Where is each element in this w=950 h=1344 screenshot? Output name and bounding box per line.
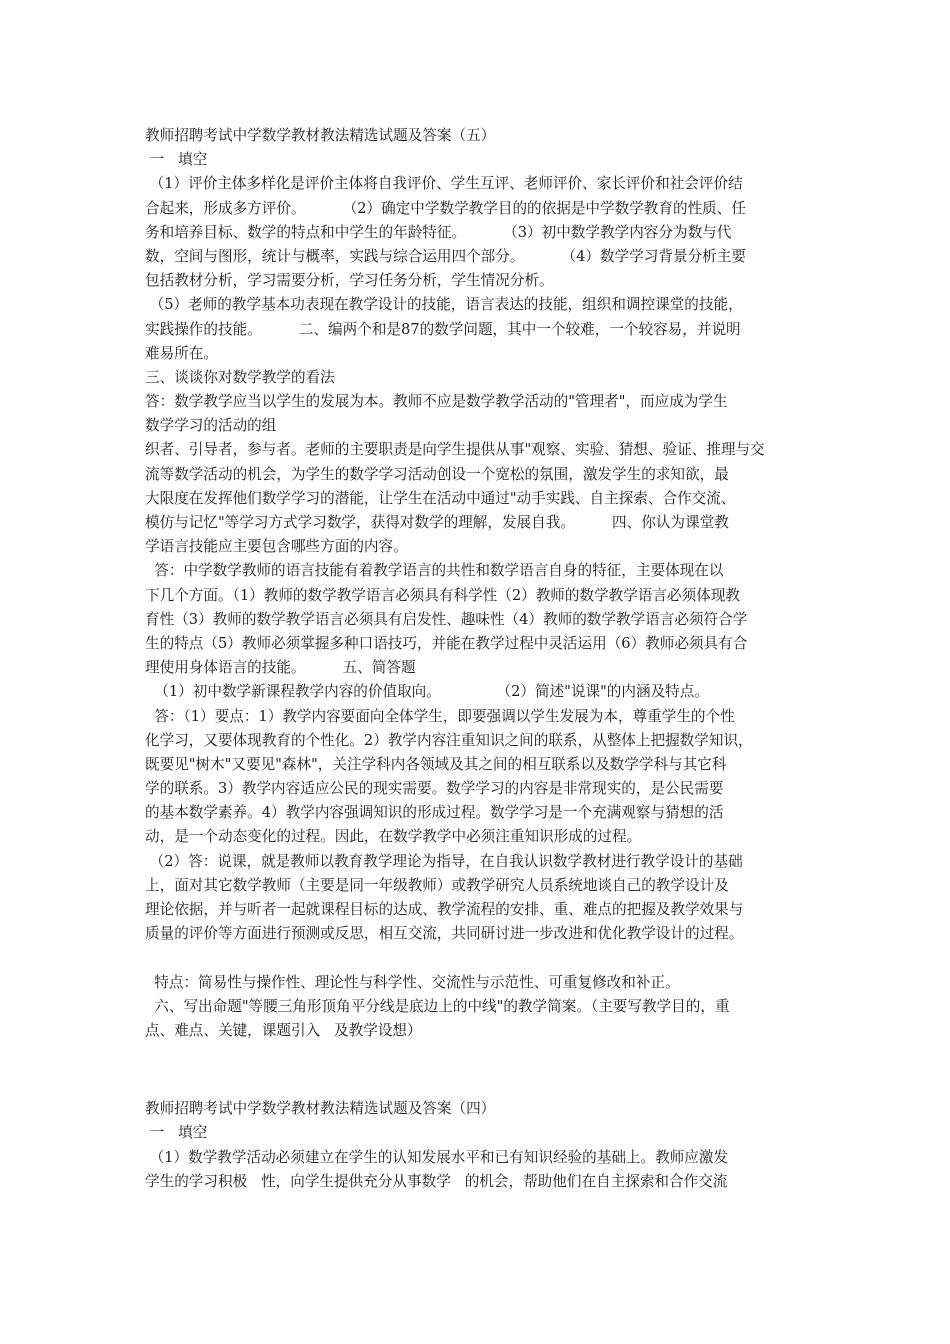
text-line: 三、谈谈你对数学教学的看法 bbox=[145, 368, 335, 386]
text-line: 数，空间与图形，统计与概率，实践与综合运用四个部分。 （4）数学学习背景分析主要 bbox=[145, 247, 746, 265]
text-line: 一 填空 bbox=[145, 1124, 208, 1142]
text-line: 教师招聘考试中学数学教材教法精选试题及答案（四） bbox=[145, 1100, 496, 1118]
text-line: 上，面对其它数学教师（主要是同一年级教师）或教学研究人员系统地谈自己的教学设计及 bbox=[145, 876, 729, 894]
exam-section-five bbox=[145, 124, 813, 946]
text-line: 答：数学教学应当以学生的发展为本。教师不应是数学教学活动的"管理者"，而应成为学生 bbox=[145, 393, 728, 411]
text-line: 理使用身体语言的技能。 五、简答题 bbox=[145, 659, 416, 677]
text-line: 务和培养目标、数学的特点和中学生的年龄特征。 （3）初中数学教学内容分为数与代 bbox=[145, 223, 732, 241]
section-gap bbox=[145, 1043, 813, 1097]
text-line: 下几个方面。（1）教师的数学教学语言必须具有科学性（2）教师的数学教学语言必须体现教 bbox=[145, 586, 741, 604]
text-line: （2）答：说课，就是教师以教育教学理论为指导，在自我认识数学教材进行教学设计的基础 bbox=[145, 852, 743, 870]
text-line: 大限度在发挥他们数学学习的潜能，让学生在活动中通过"动手实践、自主探索、合作交流、 bbox=[145, 489, 736, 507]
text-line: 包括教材分析，学习需要分析，学习任务分析，学生情况分析。 bbox=[145, 272, 554, 290]
text-line: 化学习，又要体现教育的个性化。2）教学内容注重知识之间的联系，从整体上把握数学知识， bbox=[145, 731, 753, 749]
text-line: 的基本数学素养。4）教学内容强调知识的形成过程。数学学习是一个充满观察与猜想的活 bbox=[145, 804, 724, 822]
blank-line bbox=[145, 946, 813, 970]
text-line: 学语言技能应主要包含哪些方面的内容。 bbox=[145, 538, 408, 556]
text-line: 学生的学习积极 性，向学生提供充分从事数学 的机会，帮助他们在自主探索和合作交流 bbox=[145, 1172, 728, 1190]
exam-section-five-continued bbox=[145, 971, 813, 1044]
text-line: 合起来，形成多方评价。 （2）确定中学数学教学目的的依据是中学数学教育的性质、任 bbox=[145, 199, 746, 217]
text-line: 既要见"树木"又要见"森林"，关注学科内各领域及其之间的相互联系以及数学学科与其它科 bbox=[145, 755, 727, 773]
text-line: 答：（1）要点：1）教学内容要面向全体学生，即要强调以学生发展为本，尊重学生的个性 bbox=[145, 707, 735, 725]
text-line: （1）数学教学活动必须建立在学生的认知发展水平和已有知识经验的基础上。教师应激发 bbox=[145, 1148, 729, 1166]
text-line: 六、写出命题"等腰三角形顶角平分线是底边上的中线"的教学简案。（主要写教学目的，重 bbox=[145, 997, 730, 1015]
text-line: 实践操作的技能。 二、编两个和是87的数学问题，其中一个较难，一个较容易，并说明 bbox=[145, 320, 741, 338]
text-line: 理论依据，并与听者一起就课程目标的达成、教学流程的安排、重、难点的把握及教学效果与 bbox=[145, 901, 744, 918]
exam-section-four bbox=[145, 1097, 813, 1194]
text-line: （5）老师的教学基本功表现在教学设计的技能，语言表达的技能，组织和调控课堂的技能， bbox=[145, 296, 743, 314]
text-line: 一 填空 bbox=[145, 151, 208, 169]
text-line: 数学学习的活动的组 bbox=[145, 417, 277, 435]
text-line: 点、难点、关键，课题引入 及教学设想） bbox=[145, 1021, 422, 1039]
text-line: 生的特点（5）教师必须掌握多种口语技巧，并能在教学过程中灵活运用（6）教师必须具有合 bbox=[145, 634, 748, 652]
text-line: 教师招聘考试中学数学教材教法精选试题及答案（五） bbox=[145, 127, 496, 144]
text-line: （1）初中数学新课程教学内容的价值取向。 （2）简述"说课"的内涵及特点。 bbox=[145, 683, 709, 701]
document-body bbox=[145, 124, 813, 1194]
text-line: 答：中学数学教师的语言技能有着教学语言的共性和数学语言自身的特征，主要体现在以 bbox=[145, 562, 724, 580]
text-line: （1）评价主体多样化是评价主体将自我评价、学生互评、老师评价、家长评价和社会评价结 bbox=[145, 175, 743, 193]
text-line: 质量的评价等方面进行预测或反思，相互交流，共同研讨进一步改进和优化教学设计的过程。 bbox=[145, 925, 744, 943]
text-line: 动，是一个动态变化的过程。因此，在数学教学中必须注重知识形成的过程。 bbox=[145, 828, 642, 846]
text-line: 学的联系。3）教学内容适应公民的现实需要。数学学习的内容是非常现实的，是公民需要 bbox=[145, 780, 724, 798]
text-line: 难易所在。 bbox=[145, 344, 218, 362]
text-line: 模仿与记忆"等学习方式学习数学，获得对数学的理解，发展自我。 四、你认为课堂教 bbox=[145, 514, 729, 531]
text-line: 织者、引导者，参与者。老师的主要职责是向学生提供从事"观察、实验、猜想、验证、推理与交 bbox=[145, 441, 765, 459]
text-line: 育性（3）教师的数学教学语言必须具有启发性、趣味性（4）教师的数学教学语言必须符合学 bbox=[145, 610, 748, 628]
text-line: 流等数学活动的机会，为学生的数学学习活动创设一个宽松的氛围，激发学生的求知欲，最 bbox=[145, 465, 729, 483]
text-line: 特点：简易性与操作性、理论性与科学性、交流性与示范性、可重复修改和补正。 bbox=[145, 973, 680, 991]
